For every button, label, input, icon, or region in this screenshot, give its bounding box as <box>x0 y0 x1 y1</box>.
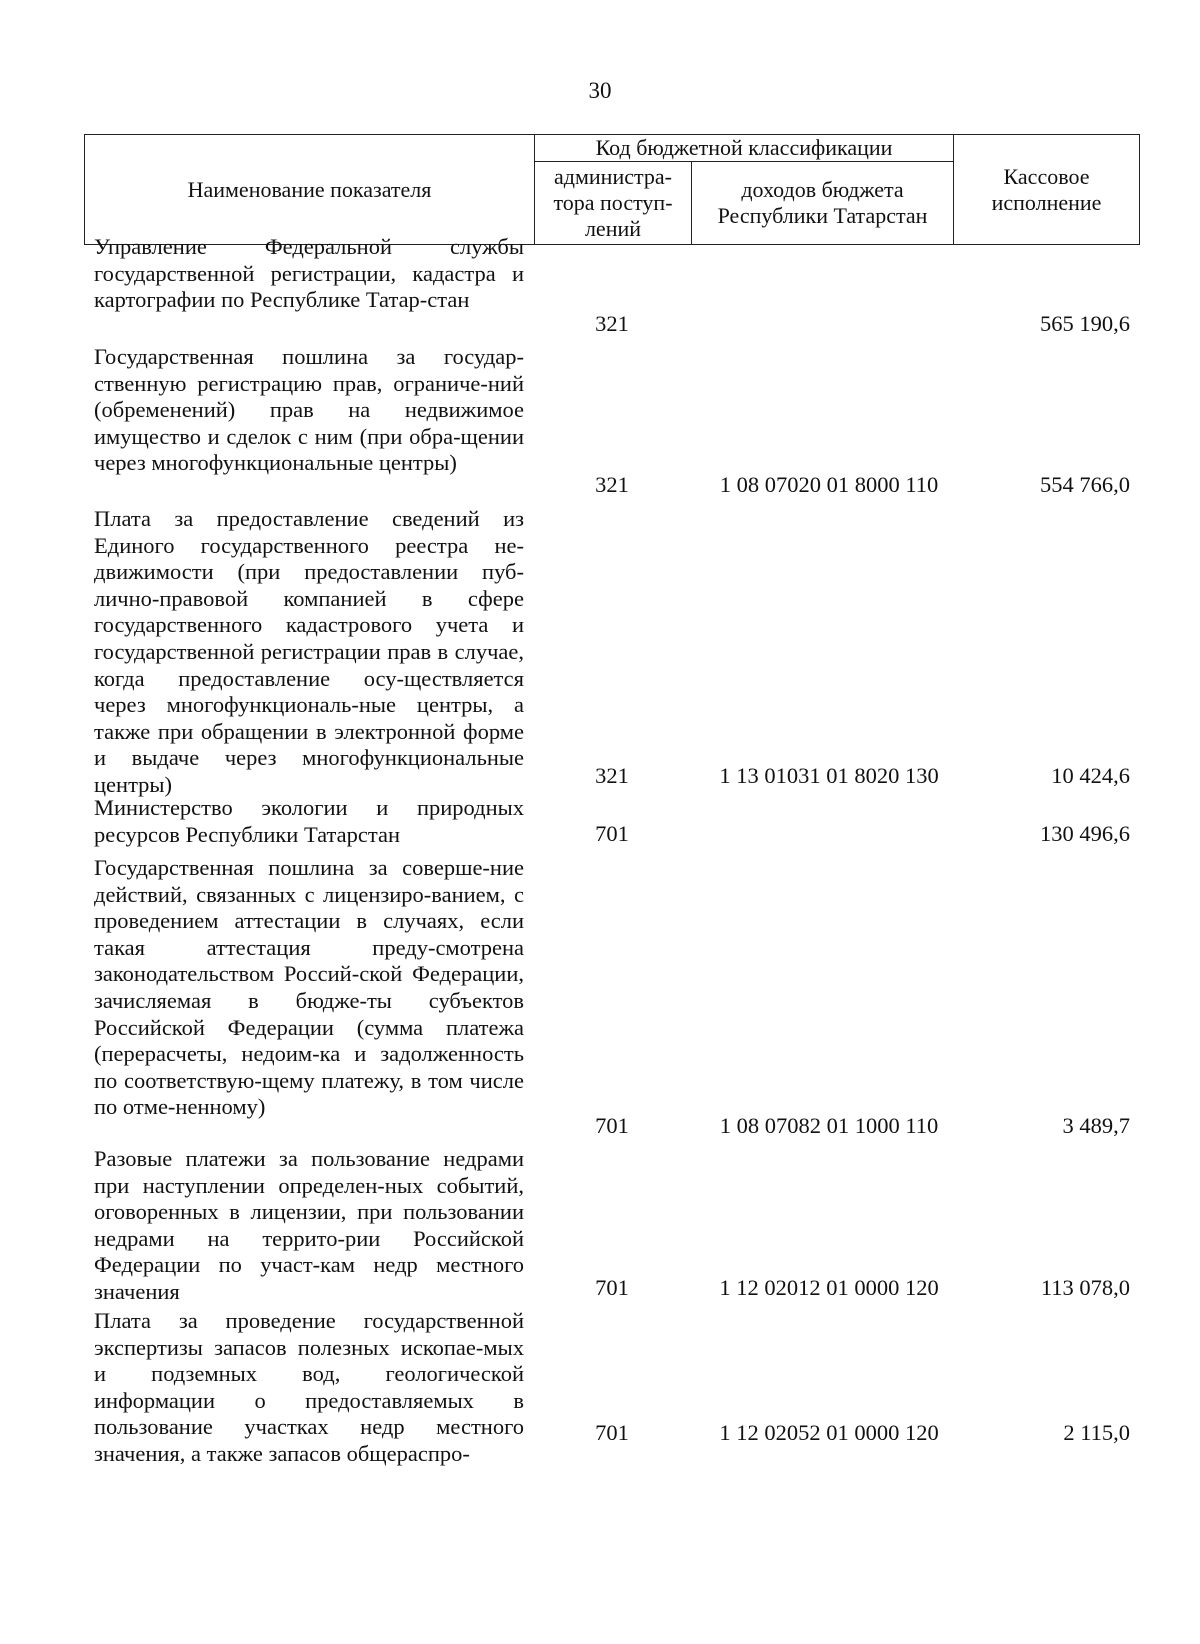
row-name: Государственная пошлина за государ-ственную регистрацию прав, ограниче-ний (обременений) прав на недвижимое имущество и сделок с ним (при обра-щении через многофункциональные центры) <box>94 344 524 476</box>
row-income-code: 1 12 02052 01 0000 120 <box>719 1420 939 1445</box>
row-amount: 10 424,6 <box>1051 763 1130 788</box>
row-income-code: 1 08 07020 01 8000 110 <box>719 472 939 497</box>
row-name: Министерство экологии и природных ресурсов Республики Татарстан <box>94 795 524 847</box>
row-admin-code: 321 <box>595 472 629 497</box>
row-amount: 554 766,0 <box>1040 472 1130 497</box>
row-name: Плата за предоставление сведений из Единого государственного реестра не-движимости (при предоставлении пуб-лично-правовой компанией в сфере государственного кадастрового учета и государственной регистрации прав в случае, когда предоставление осу-ществляется через многофункциональ-ные центры, а также при обращении в электронной форме и выдаче через многофункциональные центры) <box>94 506 524 797</box>
row-admin-code: 321 <box>595 311 629 336</box>
row-income-code: 1 13 01031 01 8020 130 <box>719 763 939 788</box>
page-number: 30 <box>588 78 612 103</box>
row-admin-code: 321 <box>595 763 629 788</box>
row-name: Плата за проведение государственной экспертизы запасов полезных ископае-мых и подземных вод, геологической информации о предоставляемых в пользование участках недр местного значения, а также запасов общераспро- <box>94 1308 524 1466</box>
row-name: Разовые платежи за пользование недрами при наступлении определен-ных событий, оговоренных в лицензии, при пользовании недрами на террито-рии Российской Федерации по участ-кам недр местного значения <box>94 1146 524 1304</box>
row-admin-code: 701 <box>595 821 629 846</box>
row-admin-code: 701 <box>595 1420 629 1445</box>
header-code-group: Код бюджетной классификации <box>535 135 954 162</box>
row-name: Государственная пошлина за соверше-ние действий, связанных с лицензиро-ванием, с проведением аттестации в случаях, если такая аттестация преду-смотрена законодательством Россий-ской Федерации, зачисляемая в бюдже-ты субъектов Российской Федерации (сумма платежа (перерасчеты, недоим-ка и задолженность по соответствую-щему платежу, в том числе по отме-ненному) <box>94 855 524 1120</box>
row-admin-code: 701 <box>595 1275 629 1300</box>
header-admin-column: администра-тора поступ-лений <box>535 162 692 245</box>
row-admin-code: 701 <box>595 1113 629 1138</box>
header-income-column: доходов бюджета Республики Татарстан <box>692 162 954 245</box>
row-amount: 2 115,0 <box>1063 1420 1130 1445</box>
header-name-column: Наименование показателя <box>85 135 535 245</box>
row-amount: 113 078,0 <box>1040 1275 1130 1300</box>
row-amount: 3 489,7 <box>1062 1113 1130 1138</box>
row-amount: 130 496,6 <box>1040 821 1130 846</box>
row-amount: 565 190,6 <box>1040 311 1130 336</box>
row-income-code: 1 08 07082 01 1000 110 <box>719 1113 939 1138</box>
row-name: Управление Федеральной службы государственной регистрации, кадастра и картографии по Республике Татар-стан <box>94 234 524 313</box>
row-income-code: 1 12 02012 01 0000 120 <box>719 1275 939 1300</box>
header-amount-column: Кассовое исполнение <box>954 135 1140 245</box>
